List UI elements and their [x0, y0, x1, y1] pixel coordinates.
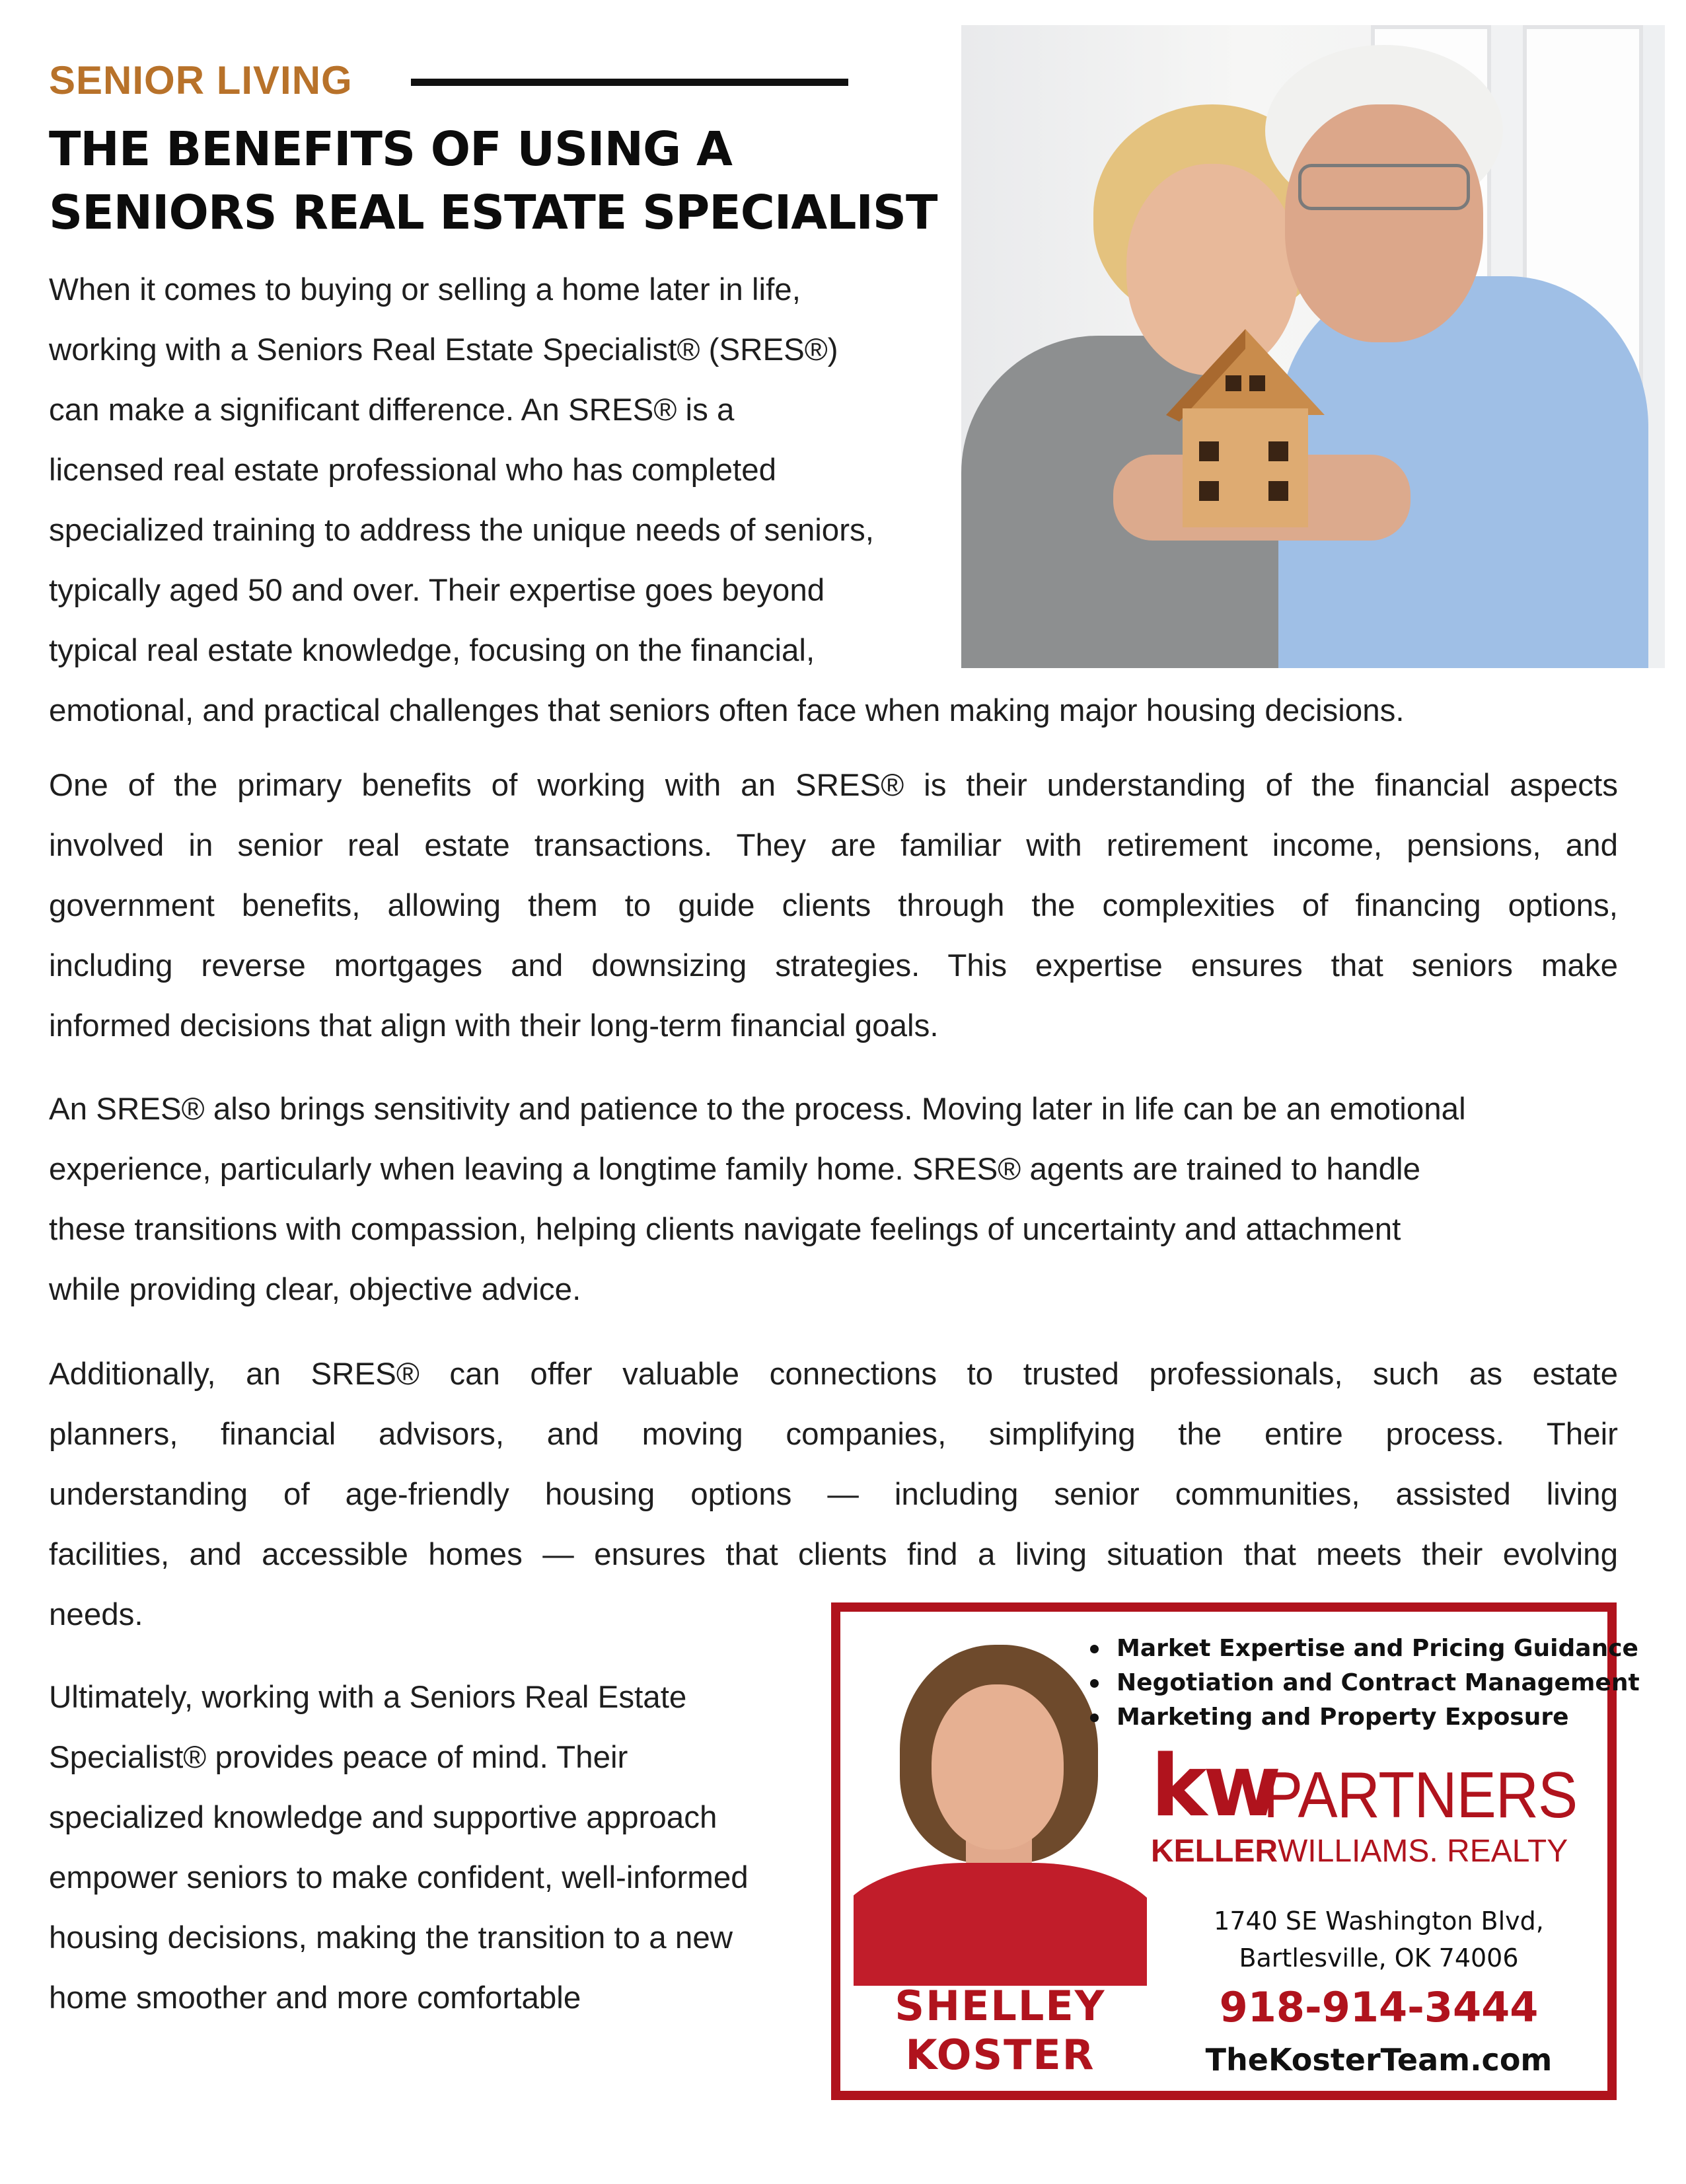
text-line: experience, particularly when leaving a longtime family home. SRES® agents are trained to handle — [49, 1152, 1420, 1187]
text-line: typically aged 50 and over. Their expertise goes beyond — [49, 573, 825, 608]
text-line: empower seniors to make confident, well-informed — [49, 1860, 749, 1895]
text-line: can make a significant difference. An SRES® is a — [49, 393, 735, 428]
agent-advertisement — [831, 1602, 1640, 2100]
address-line: Bartlesville, OK 74006 — [1239, 1943, 1519, 1973]
services-list — [1085, 1632, 1640, 1735]
service-item: Negotiation and Contract Management — [1085, 1666, 1640, 1700]
article-paragraph-2 — [49, 755, 1618, 1056]
text-line: home smoother and more comfortable — [49, 1980, 581, 2015]
agent-photo-face — [932, 1684, 1064, 1850]
article-paragraph-5 — [49, 1667, 749, 2028]
text-line: An SRES® also brings sensitivity and patience to the process. Moving later in life can be an emotional — [49, 1092, 1466, 1127]
photo-glasses — [1298, 164, 1470, 210]
text-line: specialized knowledge and supportive approach — [49, 1800, 717, 1835]
kw-logo-williams-realty: WILLIAMS. REALTY — [1278, 1834, 1568, 1869]
text-line: working with a Seniors Real Estate Specialist® (SRES®) — [49, 332, 838, 367]
agent-last-name: KOSTER — [905, 2031, 1095, 2079]
headline-line: SENIORS REAL ESTATE SPECIALIST — [49, 185, 937, 240]
text-line: When it comes to buying or selling a home later in life, — [49, 272, 801, 307]
text-line: typical real estate knowledge, focusing on the financial, — [49, 633, 815, 668]
text-line: One of the primary benefits of working with an SRES® is their understanding of the financial aspects — [49, 768, 1618, 803]
text-line: Ultimately, working with a Seniors Real Estate — [49, 1680, 687, 1715]
address-line: 1740 SE Washington Blvd, — [1214, 1906, 1544, 1936]
kw-logo-keller: KELLER — [1151, 1834, 1278, 1869]
text-line: Specialist® provides peace of mind. Their — [49, 1740, 628, 1775]
kw-logo-mark: kw — [1151, 1737, 1278, 1836]
headline-line: THE BENEFITS OF USING A — [49, 122, 732, 176]
office-address — [1151, 1902, 1607, 1977]
service-item: Market Expertise and Pricing Guidance — [1085, 1632, 1640, 1666]
text-line: involved in senior real estate transactions. They are familiar with retirement income, pensions, and — [49, 828, 1618, 863]
kicker-divider — [411, 79, 848, 86]
text-line: licensed real estate professional who has completed — [49, 453, 777, 488]
text-line: specialized training to address the unique needs of seniors, — [49, 513, 874, 548]
service-item: Marketing and Property Exposure — [1085, 1700, 1640, 1735]
text-line: including reverse mortgages and downsizing strategies. This expertise ensures that seniors make — [49, 948, 1618, 983]
text-line: while providing clear, objective advice. — [49, 1272, 581, 1307]
section-kicker: SENIOR LIVING — [49, 58, 353, 102]
kw-logo-word: PARTNERS — [1263, 1758, 1578, 1831]
text-line: understanding of age-friendly housing options — including senior communities, assisted living — [49, 1477, 1618, 1512]
phone-number[interactable]: 918-914-3444 — [1219, 1983, 1539, 2031]
agent-photo-red-top — [854, 1863, 1147, 1986]
text-line: Additionally, an SRES® can offer valuable connections to trusted professionals, such as estate — [49, 1357, 1618, 1392]
article-paragraph-3 — [49, 1079, 1466, 1320]
text-line: housing decisions, making the transition to a new — [49, 1920, 733, 1955]
text-line: emotional, and practical challenges that seniors often face when making major housing decisions. — [49, 693, 1405, 728]
website-link[interactable]: TheKosterTeam.com — [1205, 2042, 1553, 2078]
agent-first-name: SHELLEY — [895, 1982, 1106, 2030]
kw-partners-logo — [1151, 1737, 1607, 1886]
article-paragraph-1 — [49, 260, 1405, 741]
article-paragraph-4 — [49, 1344, 1618, 1645]
text-line: planners, financial advisors, and moving companies, simplifying the entire process. Their — [49, 1417, 1618, 1452]
text-line: needs. — [49, 1597, 143, 1632]
agent-name — [854, 1982, 1147, 2080]
kw-logo-subtitle — [1151, 1833, 1568, 1870]
text-line: informed decisions that align with their long-term financial goals. — [49, 1008, 939, 1043]
article-headline — [49, 118, 974, 245]
text-line: government benefits, allowing them to guide clients through the complexities of financing options, — [49, 888, 1618, 923]
text-line: facilities, and accessible homes — ensures that clients find a living situation that meets their evolving — [49, 1537, 1618, 1572]
text-line: these transitions with compassion, helping clients navigate feelings of uncertainty and attachment — [49, 1212, 1401, 1247]
